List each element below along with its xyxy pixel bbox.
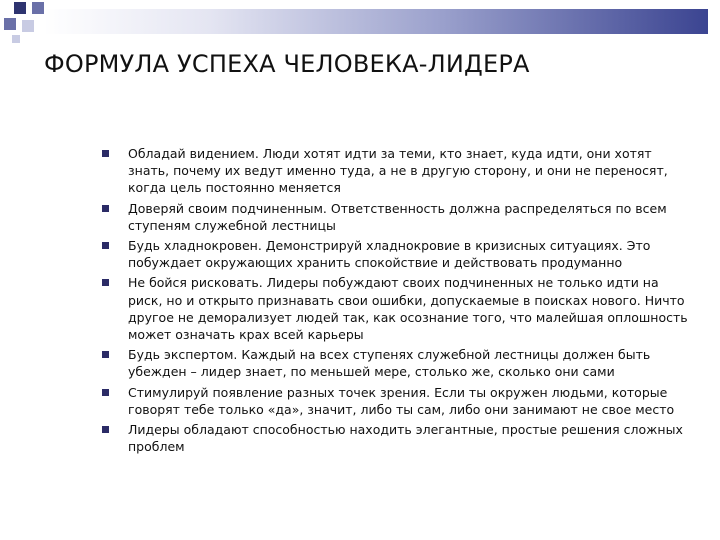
list-item <box>100 237 690 271</box>
list-item-text: Обладай видением. Люди хотят идти за теми, кто знает, куда идти, они хотят знать, почему их ведут именно туда, а не в другую сторону, и они не переносят, когда цель постоянно меняется <box>128 146 668 196</box>
list-item <box>100 346 690 380</box>
slide-title: ФОРМУЛА УСПЕХА ЧЕЛОВЕКА-ЛИДЕРА <box>44 50 530 78</box>
list-item <box>100 145 690 197</box>
decor-square-2 <box>32 2 44 14</box>
list-item-text: Не бойся рисковать. Лидеры побуждают своих подчиненных не только идти на риск, но и открыто признавать свои ошибки, допускаемые в поисках нового. Ничто другое не деморализует людей так, как осознание того, что малейшая оплошность может означать крах всей карьеры <box>128 275 688 343</box>
square-bullet-icon <box>102 389 109 396</box>
square-bullet-icon <box>102 205 109 212</box>
square-bullet-icon <box>102 351 109 358</box>
list-item-text: Будь экспертом. Каждый на всех ступенях служебной лестницы должен быть убежден – лидер знает, по меньшей мере, столько же, сколько они сами <box>128 347 651 380</box>
list-item <box>100 200 690 234</box>
decor-square-3 <box>4 18 16 30</box>
square-bullet-icon <box>102 279 109 286</box>
list-item <box>100 274 690 343</box>
list-item <box>100 421 690 455</box>
list-item-text: Стимулируй появление разных точек зрения. Если ты окружен людьми, которые говорят тебе только «да», значит, либо ты сам, либо они занимают не свое место <box>128 384 675 417</box>
square-bullet-icon <box>102 150 109 157</box>
square-bullet-icon <box>102 242 109 249</box>
list-item-text: Лидеры обладают способностью находить элегантные, простые решения сложных проблем <box>128 422 683 455</box>
decor-square-4 <box>22 20 34 32</box>
header-gradient-bar <box>44 9 708 34</box>
square-bullet-icon <box>102 426 109 433</box>
list-item <box>100 384 690 418</box>
decor-square-1 <box>14 2 26 14</box>
bullet-list <box>100 145 690 458</box>
decor-square-5 <box>12 35 20 43</box>
list-item-text: Доверяй своим подчиненным. Ответственность должна распределяться по всем ступеням служебной лестницы <box>128 200 667 233</box>
list-item-text: Будь хладнокровен. Демонстрируй хладнокровие в кризисных ситуациях. Это побуждает окружающих хранить спокойствие и действовать продуманно <box>128 238 651 271</box>
